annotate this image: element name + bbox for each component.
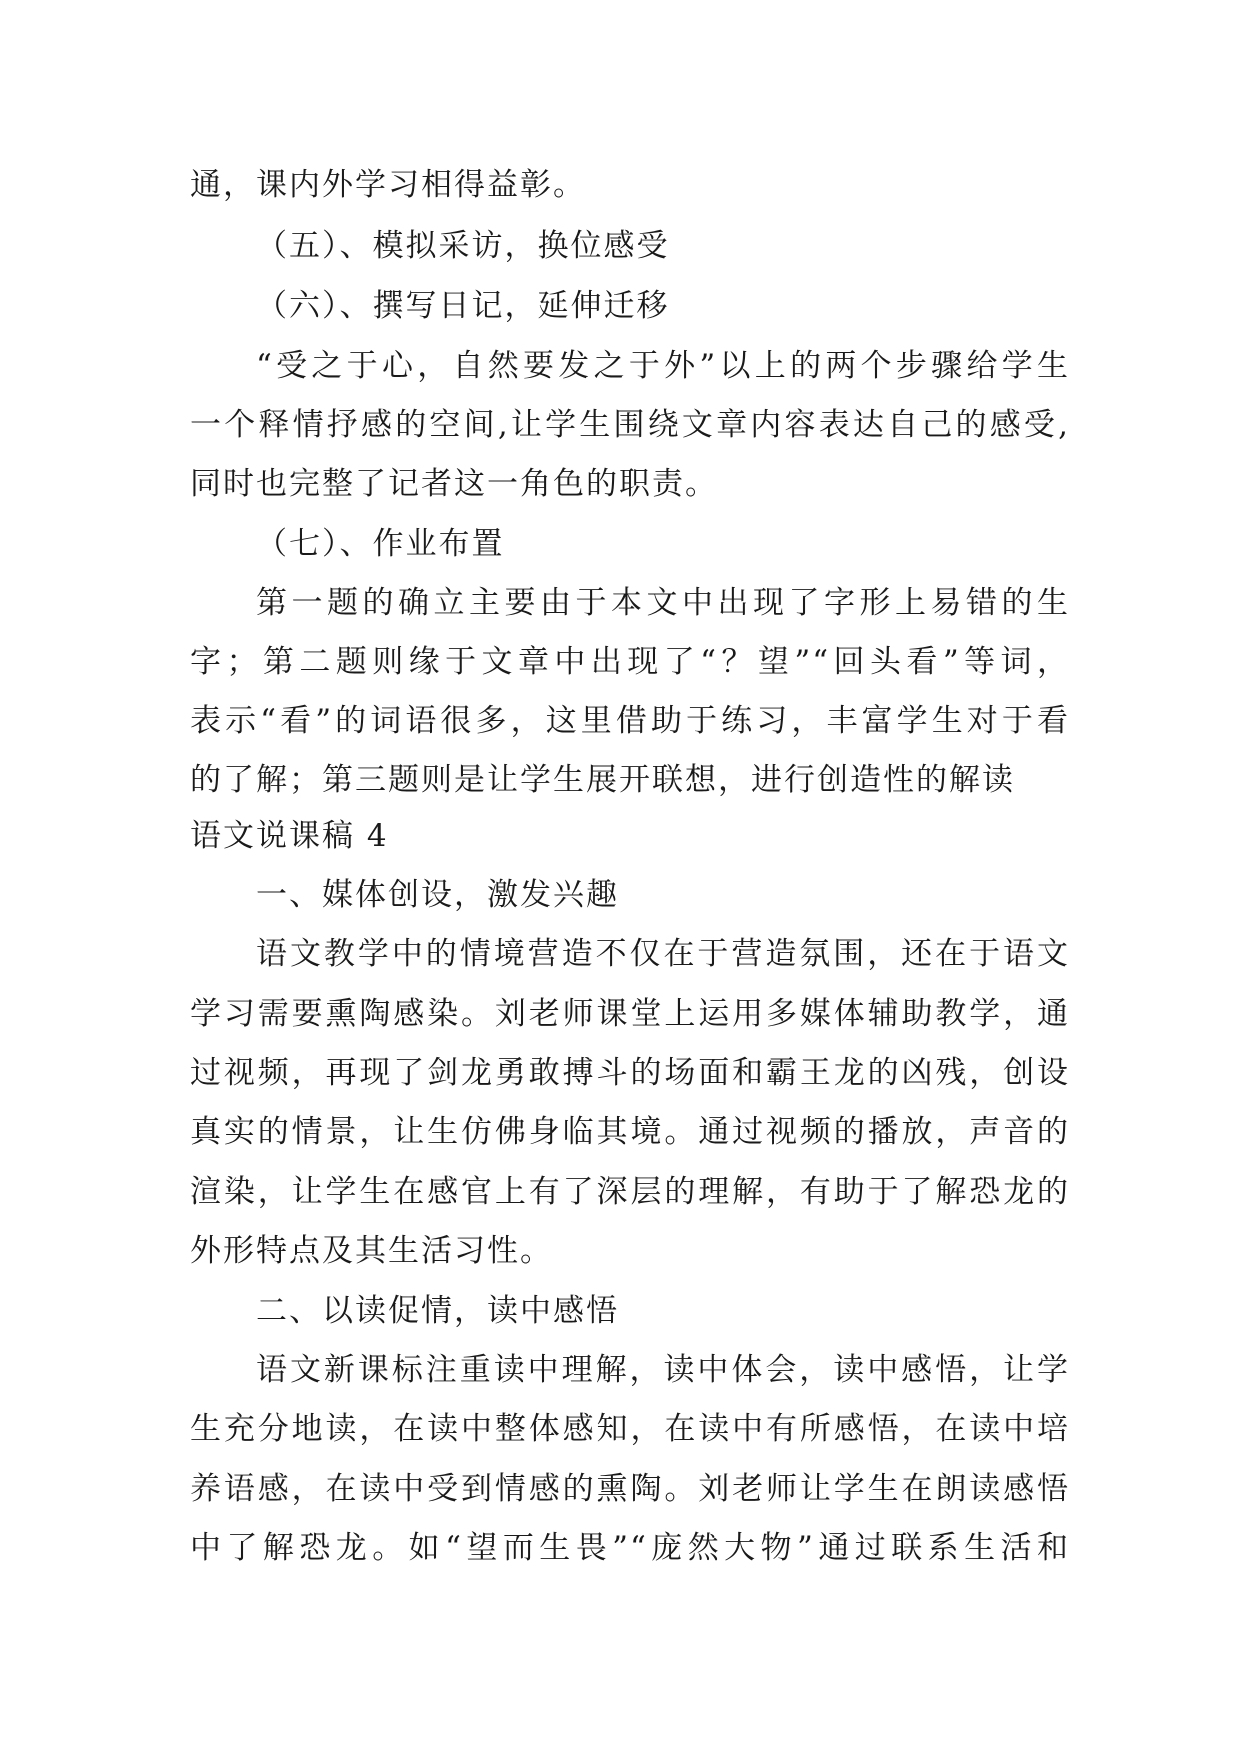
paragraph-line: 生充分地读，在读中整体感知，在读中有所感悟，在读中培 (190, 1411, 1070, 1447)
paragraph-line: 中了解恐龙。如“望而生畏”“庞然大物”通过联系生活和 (190, 1530, 1070, 1566)
paragraph-line: 外形特点及其生活习性。 (190, 1233, 553, 1269)
section-heading: 一、媒体创设，激发兴趣 (256, 877, 619, 913)
section-heading: （六）、撰写日记，延伸迁移 (256, 288, 670, 324)
paragraph-line: “受之于心，自然要发之于外”以上的两个步骤给学生 (256, 348, 1070, 384)
paragraph-line: 真实的情景，让生仿佛身临其境。通过视频的播放，声音的 (190, 1114, 1070, 1150)
paragraph-line: 语文新课标注重读中理解，读中体会，读中感悟，让学 (256, 1352, 1070, 1388)
paragraph-line: 同时也完整了记者这一角色的职责。 (190, 466, 718, 502)
paragraph-line: 过视频，再现了剑龙勇敢搏斗的场面和霸王龙的凶残，创设 (190, 1055, 1070, 1091)
section-heading: 二、以读促情，读中感悟 (256, 1293, 619, 1329)
paragraph-line: 第一题的确立主要由于本文中出现了字形上易错的生 (256, 585, 1070, 621)
paragraph-line: 的了解；第三题则是让学生展开联想，进行创造性的解读 (190, 762, 1015, 798)
section-heading: （五）、模拟采访，换位感受 (256, 228, 670, 264)
paragraph-line: 渲染，让学生在感官上有了深层的理解，有助于了解恐龙的 (190, 1174, 1070, 1210)
section-heading: （七）、作业布置 (256, 526, 505, 562)
paragraph-line: 通，课内外学习相得益彰。 (190, 167, 586, 203)
paragraph-line: 字；第二题则缘于文章中出现了“？望”“回头看”等词， (190, 644, 1070, 680)
paragraph-line: 表示“看”的词语很多，这里借助于练习，丰富学生对于看 (190, 703, 1070, 739)
paragraph-line: 语文教学中的情境营造不仅在于营造氛围，还在于语文 (256, 936, 1070, 972)
document-title: 语文说课稿 4 (190, 818, 389, 854)
paragraph-line: 养语感，在读中受到情感的熏陶。刘老师让学生在朗读感悟 (190, 1471, 1070, 1507)
paragraph-line: 一个释情抒感的空间,让学生围绕文章内容表达自己的感受, (190, 407, 1070, 443)
paragraph-line: 学习需要熏陶感染。刘老师课堂上运用多媒体辅助教学，通 (190, 996, 1070, 1032)
